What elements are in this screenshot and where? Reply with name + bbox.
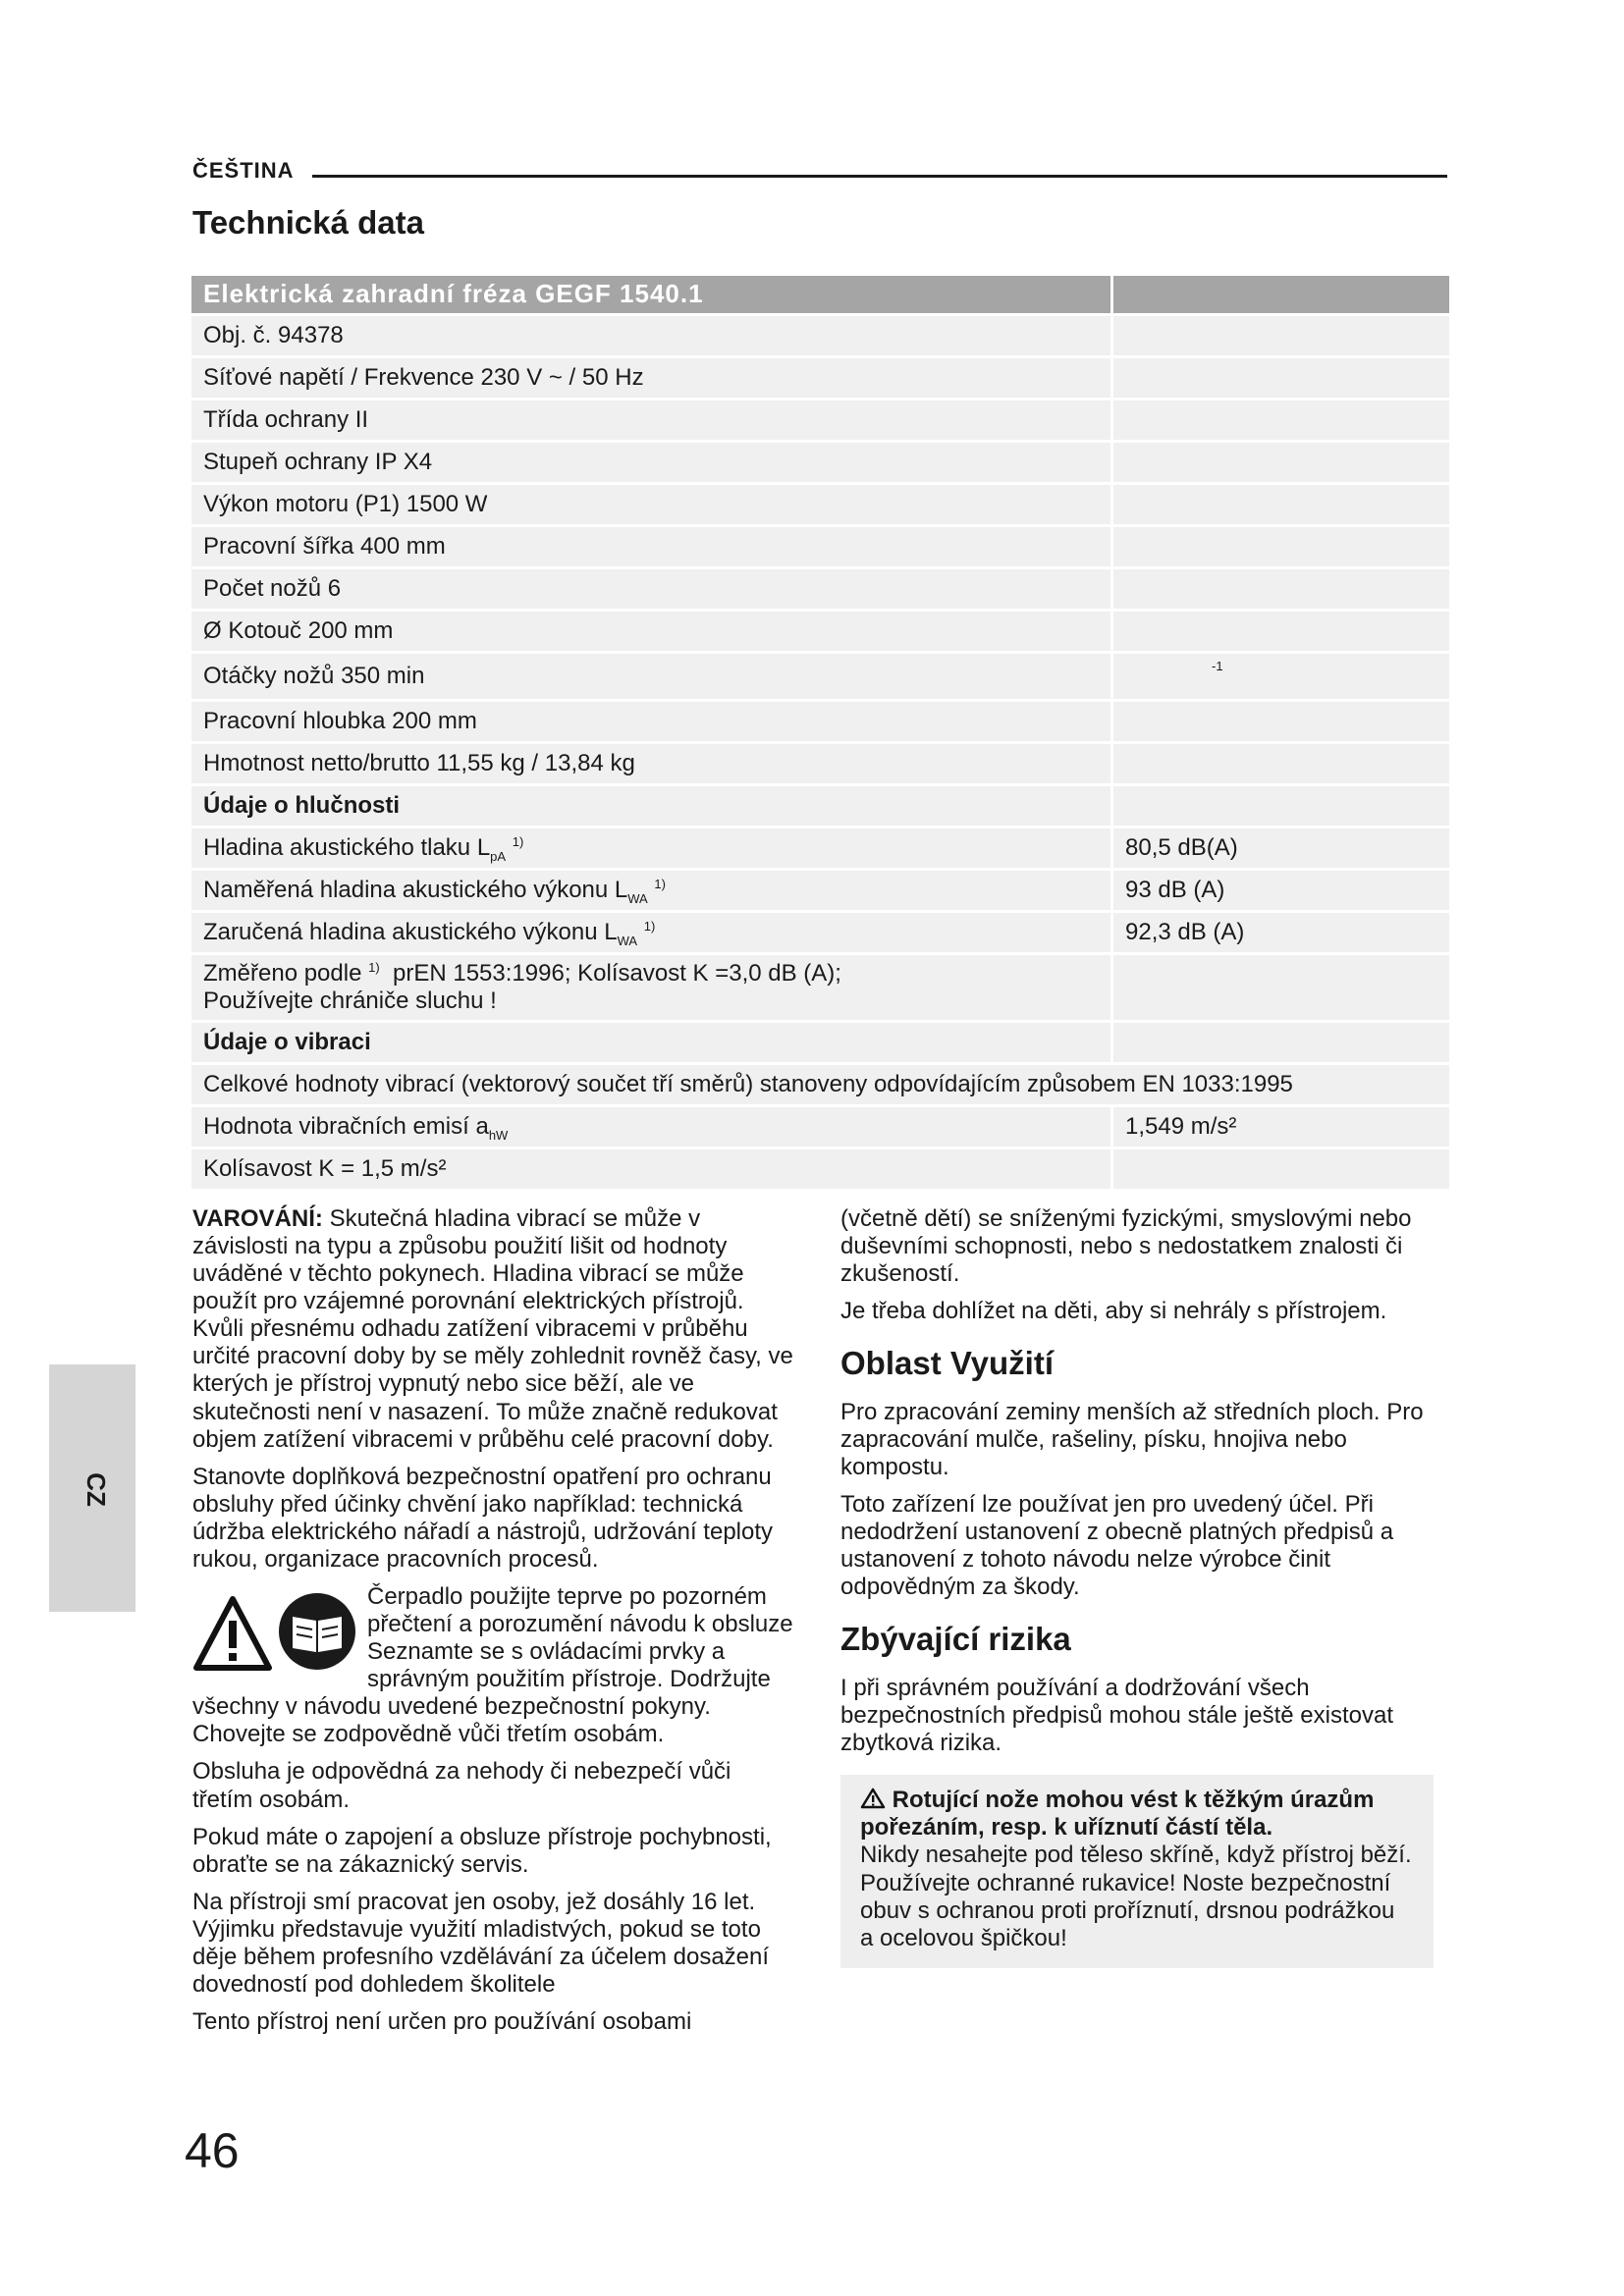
guaranteed-sound-power-value: 92,3 dB (A)	[1113, 913, 1449, 952]
side-tab-label: CZ	[81, 1472, 111, 1507]
measurement-note: Změřeno podle $^{1)}$ prEN 1553:1996; Kolísavost K =3,0 dB (A); Používejte chrániče sluchu !	[191, 955, 1113, 1020]
paragraph: Stanovte doplňková bezpečnostní opatření pro ochranu obsluhy před účinky chvění jako například: technická údržba elektrického nářadí a nástrojů, udržování teploty rukou, organizace pracovních procesů.	[192, 1463, 774, 1573]
table-row	[191, 744, 1449, 783]
table-row	[191, 612, 1449, 651]
table-row	[191, 316, 1449, 355]
measured-sound-power-label: Naměřená hladina akustického výkonu $L_{WA}$ $^{1)}$	[191, 871, 1113, 910]
table-row	[191, 400, 1449, 440]
paragraph: Obsluha je odpovědná za nehody či nebezpečí vůči třetím osobám.	[192, 1758, 731, 1813]
paragraph: Na přístroji smí pracovat jen osoby, jež dosáhly 16 let. Výjimku představuje využití mladistvých, pokud se toto děje během profesního vzdělávání za účelem dosažení dovedností pod dohledem školitele	[192, 1888, 770, 1999]
table-row	[191, 702, 1449, 741]
table-row	[191, 443, 1449, 482]
vibration-emission-value: 1,549 m/s²	[1113, 1107, 1449, 1147]
row-label: Pracovní hloubka 200 mm	[191, 702, 1113, 741]
vibration-total: Celkové hodnoty vibrací (vektorový součet tří směrů) stanoveny odpovídajícím způsobem EN 1033:1995	[191, 1065, 1449, 1104]
table-row	[191, 485, 1449, 524]
safety-icons	[192, 1591, 359, 1676]
row-label: Počet nožů 6	[191, 569, 1113, 609]
header-rule	[312, 175, 1447, 178]
page-title: Technická data	[192, 204, 424, 240]
table-row	[191, 955, 1449, 1020]
paragraph: Toto zařízení lze používat jen pro uvedený účel. Při nedodržení ustanovení z obecně platných předpisů a ustanovení z tohoto návodu nelze výrobce činit odpovědným za škody.	[840, 1491, 1394, 1601]
row-label: Síťové napětí / Frekvence 230 V ~ / 50 Hz	[191, 358, 1113, 398]
row-label: Hmotnost netto/brutto 11,55 kg / 13,84 kg	[191, 744, 1113, 783]
sound-pressure-label: Hladina akustického tlaku $L_{pA}$ $^{1)}$	[191, 828, 1113, 868]
row-label: Třída ochrany II	[191, 400, 1113, 440]
paragraph: Pro zpracování zeminy menších až středních ploch. Pro zapracování mulče, rašeliny, písku, hnojiva nebo kompostu.	[840, 1398, 1424, 1481]
paragraph: Je třeba dohlížet na děti, aby si nehrály s přístrojem.	[840, 1298, 1387, 1325]
paragraph: Čerpadlo použijte teprve po pozorném přečtení a porozumění návodu k obsluze Seznamte se s ovládacími prvky a správným použitím přístroje. Dodržujte všechny v návodu uvedené bezpečnostní pokyny. Chovejte se zodpovědně vůči třetím osobám.	[192, 1583, 793, 1748]
table-row	[191, 1107, 1449, 1147]
table-row	[191, 569, 1449, 609]
vibration-uncertainty: Kolísavost K = 1,5 m/s²	[191, 1149, 1113, 1189]
table-row	[191, 828, 1449, 868]
technical-data-table	[191, 273, 1449, 1192]
language-side-tab	[49, 1364, 135, 1612]
guaranteed-sound-power-label: Zaručená hladina akustického výkonu $L_{WA}$ $^{1)}$	[191, 913, 1113, 952]
row-label: Otáčky nožů 350 min	[191, 654, 1113, 699]
table-row	[191, 358, 1449, 398]
vibration-section-row	[191, 1023, 1449, 1062]
row-label: Stupeň ochrany IP X4	[191, 443, 1113, 482]
table-row	[191, 913, 1449, 952]
table-heading: Elektrická zahradní fréza GEGF 1540.1	[191, 276, 1113, 313]
warning-triangle-icon	[192, 1595, 273, 1672]
language-label: ČEŠTINA	[192, 158, 295, 183]
paragraph: Pokud máte o zapojení a obsluze přístroje pochybnosti, obraťte se na zákaznický servis.	[192, 1823, 772, 1878]
blade-warning-text: Nikdy nesahejte pod těleso skříně, když přístroj běží. Používejte ochranné rukavice! Noste bezpečnostní obuv s ochranou proti proříznutí, drsnou podrážkou a ocelovou špičkou!	[860, 1842, 1412, 1951]
risks-heading: Zbývající rizika	[840, 1621, 1071, 1658]
vibration-warning: VAROVÁNÍ: Skutečná hladina vibrací se může v závislosti na typu a způsobu použití lišit od hodnoty uváděné v těchto pokynech. Hladina vibrací se může použít pro vzájemné porovnání elektrických přístrojů. Kvůli přesnému odhadu zatížení vibracemi v průběhu určité pracovní doby by se měly zohlednit rovněž časy, ve kterých je přístroj vypnutý nebo sice běží, ale ve skutečnosti není v nasazení. To může značně redukovat objem zatížení vibracemi v průběhu celé pracovní doby.	[192, 1205, 793, 1453]
table-heading-empty	[1113, 276, 1449, 313]
blade-warning-box	[840, 1775, 1434, 1967]
table-row	[191, 1149, 1449, 1189]
noise-section-row	[191, 786, 1449, 826]
left-column	[192, 1205, 793, 2046]
row-label: Obj. č. 94378	[191, 316, 1113, 355]
row-label: Pracovní šířka 400 mm	[191, 527, 1113, 566]
table-row	[191, 654, 1449, 699]
table-heading-row	[191, 276, 1449, 313]
read-manual-icon	[277, 1591, 357, 1672]
table-row	[191, 871, 1449, 910]
warning-triangle-icon	[860, 1788, 886, 1809]
paragraph: Tento přístroj není určen pro používání osobami	[192, 2008, 692, 2036]
vibration-heading: Údaje o vibraci	[191, 1023, 1113, 1062]
table-row	[191, 527, 1449, 566]
right-column	[840, 1205, 1434, 1968]
row-label: Výkon motoru (P1) 1500 W	[191, 485, 1113, 524]
page-number: 46	[185, 2123, 240, 2178]
rpm-unit-exponent: -1	[1113, 654, 1449, 699]
sound-pressure-value: 80,5 dB(A)	[1113, 828, 1449, 868]
usage-heading: Oblast Využití	[840, 1345, 1054, 1382]
measured-sound-power-value: 93 dB (A)	[1113, 871, 1449, 910]
paragraph: (včetně dětí) se sníženými fyzickými, smyslovými nebo duševními schopnosti, nebo s nedostatkem znalosti či zkušeností.	[840, 1205, 1412, 1288]
row-label: Ø Kotouč 200 mm	[191, 612, 1113, 651]
noise-heading: Údaje o hlučnosti	[191, 786, 1113, 826]
blade-warning-title: Rotující nože mohou vést k těžkým úrazům pořezáním, resp. k uříznutí částí těla.	[860, 1787, 1375, 1842]
paragraph: I při správném používání a dodržování všech bezpečnostních předpisů mohou stále ještě existovat zbytková rizika.	[840, 1675, 1394, 1757]
vibration-emission-label: Hodnota vibračních emisí $a_{hW}$	[191, 1107, 1113, 1147]
table-row	[191, 1065, 1449, 1104]
